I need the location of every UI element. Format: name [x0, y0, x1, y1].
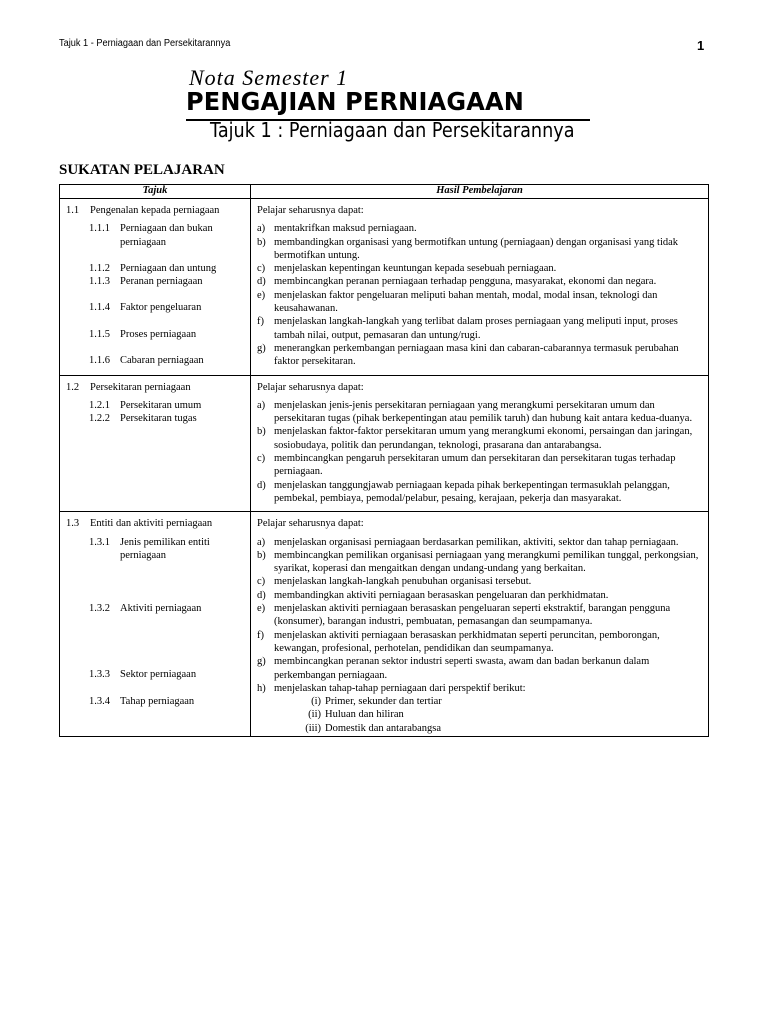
outcome-letter: a)	[257, 399, 266, 411]
subitem-number: (ii)	[308, 709, 321, 721]
subtopic-title: Sektor perniagaan	[120, 669, 197, 681]
subtopic-title: Perniagaan dan bukan perniagaan	[120, 223, 213, 248]
outcome-letter: a)	[257, 223, 266, 235]
subtopic-number: 1.1.6	[89, 355, 110, 367]
outcome-text: membandingkan aktiviti perniagaan berasaskan pengeluaran dan perkhidmatan.	[274, 589, 609, 601]
subtopic-number: 1.1.1	[89, 223, 110, 235]
outcome-item	[257, 275, 702, 288]
outcomes-cell	[251, 199, 709, 376]
subtopic-title: Cabaran perniagaan	[120, 355, 204, 367]
outcome-item	[257, 399, 702, 426]
subitem-text: Huluan dan hiliran	[325, 709, 404, 721]
outcomes-intro: Pelajar seharusnya dapat:	[257, 381, 364, 393]
main-topic	[66, 381, 246, 394]
outcome-text: menjelaskan faktor-faktor persekitaran umum yang merangkumi ekonomi, persaingan dan jaringan, sosiobudaya, politik dan perundangan, teknologi, prasarana dan antarabangsa.	[274, 426, 693, 451]
column-header-tajuk: Tajuk	[60, 185, 251, 199]
subtopic-title: Aktiviti perniagaan	[120, 603, 202, 615]
running-header-title: Tajuk 1 - Perniagaan dan Persekitarannya	[59, 38, 231, 49]
outcome-text: membandingkan organisasi yang bermotifkan untung (perniagaan) dengan organisasi yang tidak bermotifkan untung.	[274, 236, 679, 261]
topic-cell	[60, 512, 251, 737]
outcome-item	[257, 342, 702, 369]
subitem-number: (iii)	[305, 722, 321, 734]
banner-topic-title: Tajuk 1 : Perniagaan dan Persekitarannya	[210, 118, 575, 142]
outcome-text: menjelaskan tanggungjawab perniagaan kepada pihak berkepentingan termasuklah pelanggan, pembekal, pembiaya, pemodal/pelabur, pesaing, kerajaan, pekerja dan masyarakat.	[274, 479, 670, 504]
outcome-letter: d)	[257, 479, 266, 491]
subitem-text: Primer, sekunder dan tertiar	[325, 696, 442, 708]
outcome-letter: a)	[257, 536, 266, 548]
outcome-item	[257, 425, 702, 452]
subtopic	[66, 602, 246, 615]
subtopic-number: 1.1.2	[89, 262, 110, 274]
topic-cell	[60, 199, 251, 376]
outcome-letter: e)	[257, 289, 266, 301]
subtopic	[66, 275, 246, 288]
subtopic	[66, 222, 246, 249]
outcome-item	[257, 236, 702, 263]
subtopic	[66, 399, 246, 412]
outcome-item	[257, 682, 702, 695]
outcome-item	[257, 315, 702, 342]
subtopic-number: 1.2.1	[89, 399, 110, 411]
outcome-letter: f)	[257, 316, 264, 328]
subtopic-title: Perniagaan dan untung	[120, 262, 217, 274]
outcome-item	[257, 602, 702, 629]
topic-title: Entiti dan aktiviti perniagaan	[90, 518, 213, 530]
subtopic-title: Faktor pengeluaran	[120, 302, 202, 314]
subtopic	[66, 412, 246, 425]
outcome-text: menjelaskan aktiviti perniagaan berasaskan pengeluaran seperti ekstraktif, barangan pengguna (konsumer), barangan industri, pembuatan, pemasangan dan seumpamanya.	[274, 603, 671, 628]
outcome-item	[257, 629, 702, 656]
subtopic	[66, 301, 246, 314]
subtopic	[66, 354, 246, 367]
outcome-letter: h)	[257, 682, 266, 694]
subtopic	[66, 536, 246, 563]
main-topic	[66, 517, 246, 530]
topic-cell	[60, 375, 251, 512]
outcomes-cell	[251, 375, 709, 512]
outcome-text: menjelaskan kepentingan keuntungan kepada sesebuah perniagaan.	[274, 263, 557, 275]
subtopic-number: 1.3.4	[89, 695, 110, 707]
outcome-letter: d)	[257, 276, 266, 288]
outcome-item	[257, 222, 702, 235]
subtopic-number: 1.1.5	[89, 328, 110, 340]
outcome-letter: g)	[257, 342, 266, 354]
main-topic	[66, 204, 246, 217]
outcome-subitem	[257, 708, 702, 721]
banner-semester-note: Nota Semester 1	[189, 65, 349, 90]
subtopic-title: Persekitaran tugas	[120, 413, 197, 425]
outcome-letter: d)	[257, 589, 266, 601]
column-header-hasil: Hasil Pembelajaran	[251, 185, 709, 199]
outcome-item	[257, 589, 702, 602]
subtopic-title: Peranan perniagaan	[120, 276, 203, 288]
outcome-letter: b)	[257, 236, 266, 248]
outcome-item	[257, 289, 702, 316]
subtopic-title: Persekitaran umum	[120, 399, 202, 411]
subtopic-number: 1.3.3	[89, 669, 110, 681]
outcome-text: menjelaskan jenis-jenis persekitaran perniagaan yang merangkumi persekitaran umum dan persekitaran tugas (pihak berkepentingan atau pemilik taruh) dan hubung kait antara kedua-duanya.	[274, 399, 693, 425]
outcomes-cell	[251, 512, 709, 737]
outcome-text: membincangkan pemilikan organisasi perniagaan yang merangkumi pemilikan tunggal, perkongsian, syarikat, koperasi dan mengaitkan dengan undang-undang yang berkaitan.	[274, 549, 699, 575]
outcome-letter: c)	[257, 263, 266, 275]
outcome-text: membincangkan peranan sektor industri seperti swasta, awam dan badan berkanun dalam perkembangan perniagaan.	[274, 656, 650, 681]
outcome-text: menerangkan perkembangan perniagaan masa kini dan cabaran-cabarannya termasuk perubahan faktor persekitaran.	[274, 342, 679, 368]
syllabus-table	[59, 184, 709, 737]
outcomes-intro: Pelajar seharusnya dapat:	[257, 518, 364, 530]
subtopic-number: 1.3.2	[89, 603, 110, 615]
outcome-item	[257, 655, 702, 682]
outcome-subitem	[257, 695, 702, 708]
subtopic-title: Tahap perniagaan	[120, 695, 195, 707]
outcome-letter: f)	[257, 629, 264, 641]
outcome-text: menjelaskan langkah-langkah penubuhan organisasi tersebut.	[274, 576, 532, 588]
topic-title: Persekitaran perniagaan	[90, 381, 191, 393]
outcome-text: membincangkan peranan perniagaan terhadap pengguna, masyarakat, ekonomi dan negara.	[274, 276, 657, 288]
outcome-text: mentakrifkan maksud perniagaan.	[274, 223, 417, 235]
outcome-item	[257, 479, 702, 506]
outcome-item	[257, 262, 702, 275]
topic-number: 1.3	[66, 518, 80, 530]
banner-subject-title: PENGAJIAN PERNIAGAAN	[186, 87, 525, 116]
subtopic-number: 1.1.3	[89, 276, 110, 288]
subtopic	[66, 262, 246, 275]
outcome-item	[257, 575, 702, 588]
subtopic-title: Jenis pemilikan entiti perniagaan	[120, 536, 210, 561]
topic-title: Pengenalan kepada perniagaan	[90, 205, 220, 216]
outcome-subitem	[257, 722, 702, 735]
topic-number: 1.2	[66, 381, 80, 393]
page-number: 1	[697, 38, 705, 53]
subtopic-title: Proses perniagaan	[120, 328, 197, 340]
outcome-letter: c)	[257, 453, 266, 465]
subitem-number: (i)	[311, 696, 321, 708]
outcome-letter: g)	[257, 656, 266, 668]
title-banner	[186, 66, 590, 144]
table-header-row	[60, 185, 709, 199]
outcome-text: menjelaskan tahap-tahap perniagaan dari perspektif berikut:	[274, 682, 526, 694]
table-row	[60, 512, 709, 737]
outcome-item	[257, 536, 702, 549]
outcome-text: menjelaskan organisasi perniagaan berdasarkan pemilikan, aktiviti, sektor dan tahap perniagaan.	[274, 536, 679, 548]
subtopic-number: 1.1.4	[89, 302, 110, 314]
outcome-text: membincangkan pengaruh persekitaran umum dan persekitaran dan persekitaran tugas terhadap perniagaan.	[274, 453, 676, 478]
table-row	[60, 375, 709, 512]
subitem-text: Domestik dan antarabangsa	[325, 722, 442, 734]
subtopic	[66, 695, 246, 708]
section-title: SUKATAN PELAJARAN	[59, 162, 225, 178]
outcome-text: menjelaskan langkah-langkah yang terlibat dalam proses perniagaan yang meliputi input, proses tambah nilai, output, pemasaran dan untung/rugi.	[274, 316, 678, 341]
outcome-item	[257, 549, 702, 576]
outcome-text: menjelaskan aktiviti perniagaan berasaskan perkhidmatan seperti peruncitan, pemborongan, kewangan, profesional, perhotelan, pendidikan dan seumpamanya.	[274, 629, 660, 654]
outcome-text: menjelaskan faktor pengeluaran meliputi bahan mentah, modal, modal insan, teknologi dan keusahawanan.	[274, 289, 658, 315]
table-row	[60, 199, 709, 376]
subtopic-number: 1.3.1	[89, 536, 110, 548]
subtopic-number: 1.2.2	[89, 413, 110, 425]
outcome-letter: c)	[257, 576, 266, 588]
subtopic	[66, 668, 246, 681]
outcome-item	[257, 452, 702, 479]
outcome-letter: b)	[257, 426, 266, 438]
outcomes-intro: Pelajar seharusnya dapat:	[257, 205, 364, 216]
outcome-letter: e)	[257, 603, 266, 615]
subtopic	[66, 328, 246, 341]
outcome-letter: b)	[257, 549, 266, 561]
topic-number: 1.1	[66, 205, 80, 216]
